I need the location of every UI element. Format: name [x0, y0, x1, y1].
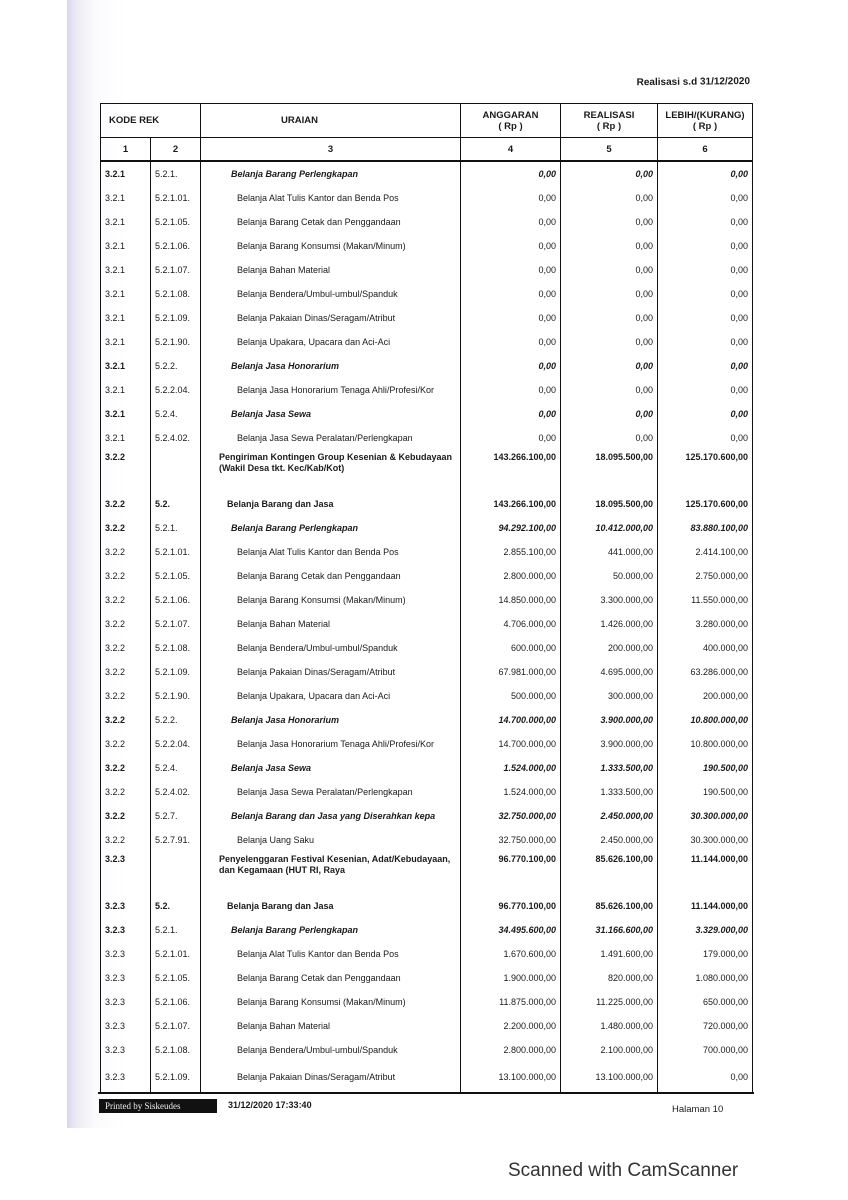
kode-rek-1-cell: 3.2.1 — [101, 186, 151, 210]
table-row — [101, 942, 753, 966]
anggaran-cell: 96.770.100,00 — [461, 894, 561, 918]
selisih-cell: 0,00 — [658, 1062, 753, 1093]
anggaran-cell: 0,00 — [461, 378, 561, 402]
kode-rek-2-cell: 5.2.7. — [151, 804, 201, 828]
anggaran-cell: 94.292.100,00 — [461, 516, 561, 540]
kode-rek-2-cell: 5.2.1.05. — [151, 966, 201, 990]
table-row — [101, 636, 753, 660]
realisasi-cell: 2.450.000,00 — [561, 804, 658, 828]
realisasi-cell: 0,00 — [561, 186, 658, 210]
realisasi-cell: 1.333.500,00 — [561, 780, 658, 804]
table-row — [101, 756, 753, 780]
header-kode-rek: KODE REK — [101, 104, 201, 138]
kode-rek-2-cell: 5.2.1.01. — [151, 540, 201, 564]
kode-rek-1-cell: 3.2.3 — [101, 918, 151, 942]
kode-rek-2-cell: 5.2.1.01. — [151, 942, 201, 966]
printed-by-badge: Printed by Siskeudes — [99, 1099, 217, 1113]
realisasi-cell: 3.900.000,00 — [561, 708, 658, 732]
kode-rek-2-cell: 5.2.1.08. — [151, 1038, 201, 1062]
kode-rek-1-cell: 3.2.3 — [101, 852, 151, 894]
kode-rek-1-cell: 3.2.2 — [101, 612, 151, 636]
selisih-cell: 0,00 — [658, 282, 753, 306]
kode-rek-1-cell: 3.2.2 — [101, 564, 151, 588]
uraian-cell: Belanja Jasa Honorarium Tenaga Ahli/Profesi/Kor — [201, 732, 461, 756]
selisih-cell: 63.286.000,00 — [658, 660, 753, 684]
anggaran-cell: 32.750.000,00 — [461, 828, 561, 852]
kode-rek-2-cell: 5.2.1.05. — [151, 210, 201, 234]
kode-rek-1-cell: 3.2.1 — [101, 378, 151, 402]
realisasi-cell: 0,00 — [561, 161, 658, 186]
anggaran-cell: 0,00 — [461, 426, 561, 450]
realisasi-cell: 13.100.000,00 — [561, 1062, 658, 1093]
col-number-1: 1 — [101, 138, 151, 162]
uraian-cell: Belanja Barang Konsumsi (Makan/Minum) — [201, 990, 461, 1014]
uraian-cell: Belanja Barang Perlengkapan — [201, 516, 461, 540]
kode-rek-1-cell: 3.2.3 — [101, 990, 151, 1014]
anggaran-cell: 1.900.000,00 — [461, 966, 561, 990]
realisasi-cell: 10.412.000,00 — [561, 516, 658, 540]
header-realisasi-unit: ( Rp ) — [596, 120, 622, 132]
kode-rek-1-cell: 3.2.1 — [101, 330, 151, 354]
uraian-cell: Belanja Barang Cetak dan Penggandaan — [201, 564, 461, 588]
table-row — [101, 402, 753, 426]
kode-rek-2-cell: 5.2.1.06. — [151, 990, 201, 1014]
uraian-cell: Belanja Bendera/Umbul-umbul/Spanduk — [201, 1038, 461, 1062]
table-row — [101, 1014, 753, 1038]
selisih-cell: 0,00 — [658, 378, 753, 402]
anggaran-cell: 13.100.000,00 — [461, 1062, 561, 1093]
anggaran-cell: 2.800.000,00 — [461, 1038, 561, 1062]
table-row — [101, 894, 753, 918]
header-uraian: URAIAN — [201, 104, 461, 138]
realisasi-cell: 2.100.000,00 — [561, 1038, 658, 1062]
anggaran-cell: 4.706.000,00 — [461, 612, 561, 636]
kode-rek-1-cell: 3.2.2 — [101, 684, 151, 708]
realisasi-cell: 0,00 — [561, 282, 658, 306]
uraian-cell: Belanja Bahan Material — [201, 612, 461, 636]
kode-rek-2-cell: 5.2.2. — [151, 354, 201, 378]
anggaran-cell: 0,00 — [461, 306, 561, 330]
uraian-cell: Belanja Upakara, Upacara dan Aci-Aci — [201, 684, 461, 708]
anggaran-cell: 0,00 — [461, 402, 561, 426]
table-row — [101, 234, 753, 258]
col-number-6: 6 — [658, 138, 753, 162]
kode-rek-1-cell: 3.2.3 — [101, 1062, 151, 1093]
anggaran-cell: 96.770.100,00 — [461, 852, 561, 894]
selisih-cell: 30.300.000,00 — [658, 804, 753, 828]
anggaran-cell: 0,00 — [461, 258, 561, 282]
kode-rek-2-cell: 5.2.1.07. — [151, 1014, 201, 1038]
anggaran-cell: 500.000,00 — [461, 684, 561, 708]
table-row — [101, 426, 753, 450]
kode-rek-1-cell: 3.2.1 — [101, 402, 151, 426]
kode-rek-1-cell: 3.2.2 — [101, 732, 151, 756]
realisasi-cell: 0,00 — [561, 354, 658, 378]
realisasi-cell: 0,00 — [561, 402, 658, 426]
kode-rek-2-cell: 5.2.4. — [151, 756, 201, 780]
realisasi-cell: 441.000,00 — [561, 540, 658, 564]
realisasi-cell: 1.426.000,00 — [561, 612, 658, 636]
uraian-cell: Belanja Bahan Material — [201, 258, 461, 282]
selisih-cell: 0,00 — [658, 234, 753, 258]
kode-rek-1-cell: 3.2.2 — [101, 660, 151, 684]
kode-rek-2-cell: 5.2.2.04. — [151, 378, 201, 402]
header-realisasi — [561, 104, 658, 138]
anggaran-cell: 32.750.000,00 — [461, 804, 561, 828]
table-row — [101, 161, 753, 186]
anggaran-cell: 11.875.000,00 — [461, 990, 561, 1014]
uraian-cell: Belanja Pakaian Dinas/Seragam/Atribut — [201, 1062, 461, 1093]
selisih-cell: 0,00 — [658, 354, 753, 378]
header-realisasi-label: REALISASI — [583, 109, 635, 121]
kode-rek-2-cell: 5.2.1.90. — [151, 684, 201, 708]
realisasi-cell: 0,00 — [561, 330, 658, 354]
table-row — [101, 828, 753, 852]
table-row — [101, 612, 753, 636]
col-number-3: 3 — [201, 138, 461, 162]
uraian-cell: Belanja Bahan Material — [201, 1014, 461, 1038]
kode-rek-2-cell: 5.2. — [151, 894, 201, 918]
uraian-cell: Belanja Barang dan Jasa yang Diserahkan kepa — [201, 804, 461, 828]
table-row — [101, 732, 753, 756]
anggaran-cell: 14.700.000,00 — [461, 708, 561, 732]
anggaran-cell: 0,00 — [461, 161, 561, 186]
kode-rek-1-cell: 3.2.1 — [101, 210, 151, 234]
selisih-cell: 11.144.000,00 — [658, 894, 753, 918]
table-row — [101, 282, 753, 306]
anggaran-cell: 0,00 — [461, 210, 561, 234]
realisasi-cell: 820.000,00 — [561, 966, 658, 990]
realisasi-cell: 1.480.000,00 — [561, 1014, 658, 1038]
kode-rek-2-cell — [151, 450, 201, 492]
table-row — [101, 780, 753, 804]
kode-rek-2-cell: 5.2.1. — [151, 918, 201, 942]
col-number-5: 5 — [561, 138, 658, 162]
realisasi-cell: 0,00 — [561, 258, 658, 282]
table-row — [101, 186, 753, 210]
header-lebih-kurang-unit: ( Rp ) — [692, 120, 718, 132]
kode-rek-1-cell: 3.2.1 — [101, 354, 151, 378]
uraian-cell: Belanja Bendera/Umbul-umbul/Spanduk — [201, 636, 461, 660]
anggaran-cell: 0,00 — [461, 282, 561, 306]
kode-rek-1-cell: 3.2.1 — [101, 258, 151, 282]
header-anggaran-label: ANGGARAN — [482, 109, 539, 121]
selisih-cell: 30.300.000,00 — [658, 828, 753, 852]
uraian-cell: Belanja Pakaian Dinas/Seragam/Atribut — [201, 660, 461, 684]
realisasi-cell: 0,00 — [561, 306, 658, 330]
selisih-cell: 11.144.000,00 — [658, 852, 753, 894]
realisasi-cell: 1.333.500,00 — [561, 756, 658, 780]
kode-rek-1-cell: 3.2.3 — [101, 894, 151, 918]
realisasi-cell: 85.626.100,00 — [561, 852, 658, 894]
table-row — [101, 1062, 753, 1093]
uraian-cell: Penyelenggaran Festival Kesenian, Adat/Kebudayaan, dan Kegamaan (HUT RI, Raya — [201, 852, 461, 894]
kode-rek-2-cell: 5.2.1.09. — [151, 306, 201, 330]
kode-rek-2-cell: 5.2.1.08. — [151, 282, 201, 306]
kode-rek-1-cell: 3.2.2 — [101, 780, 151, 804]
realisasi-cell: 18.095.500,00 — [561, 492, 658, 516]
realisasi-cell: 11.225.000,00 — [561, 990, 658, 1014]
anggaran-cell: 14.850.000,00 — [461, 588, 561, 612]
kode-rek-2-cell: 5.2.1.08. — [151, 636, 201, 660]
uraian-cell: Belanja Jasa Sewa — [201, 402, 461, 426]
table-row — [101, 516, 753, 540]
kode-rek-1-cell: 3.2.2 — [101, 540, 151, 564]
scanner-watermark: Scanned with CamScanner — [508, 1160, 739, 1181]
selisih-cell: 720.000,00 — [658, 1014, 753, 1038]
selisih-cell: 83.880.100,00 — [658, 516, 753, 540]
uraian-cell: Belanja Alat Tulis Kantor dan Benda Pos — [201, 540, 461, 564]
selisih-cell: 10.800.000,00 — [658, 732, 753, 756]
kode-rek-2-cell — [151, 852, 201, 894]
table-row — [101, 330, 753, 354]
anggaran-cell: 0,00 — [461, 186, 561, 210]
realisasi-cell: 31.166.600,00 — [561, 918, 658, 942]
kode-rek-2-cell: 5.2. — [151, 492, 201, 516]
selisih-cell: 125.170.600,00 — [658, 492, 753, 516]
kode-rek-1-cell: 3.2.2 — [101, 756, 151, 780]
uraian-cell: Belanja Jasa Honorarium — [201, 708, 461, 732]
kode-rek-1-cell: 3.2.2 — [101, 492, 151, 516]
kode-rek-1-cell: 3.2.2 — [101, 636, 151, 660]
kode-rek-1-cell: 3.2.1 — [101, 426, 151, 450]
uraian-cell: Belanja Jasa Honorarium — [201, 354, 461, 378]
selisih-cell: 0,00 — [658, 186, 753, 210]
kode-rek-2-cell: 5.2.4.02. — [151, 780, 201, 804]
table-row — [101, 966, 753, 990]
selisih-cell: 3.280.000,00 — [658, 612, 753, 636]
kode-rek-2-cell: 5.2.1.07. — [151, 612, 201, 636]
kode-rek-1-cell: 3.2.3 — [101, 966, 151, 990]
kode-rek-2-cell: 5.2.2. — [151, 708, 201, 732]
page-number: Halaman 10 — [672, 1104, 724, 1115]
table-body — [101, 161, 753, 1093]
realisasi-cell: 3.300.000,00 — [561, 588, 658, 612]
anggaran-cell: 143.266.100,00 — [461, 492, 561, 516]
kode-rek-1-cell: 3.2.3 — [101, 942, 151, 966]
col-number-4: 4 — [461, 138, 561, 162]
selisih-cell: 2.414.100,00 — [658, 540, 753, 564]
selisih-cell: 190.500,00 — [658, 756, 753, 780]
selisih-cell: 0,00 — [658, 161, 753, 186]
kode-rek-2-cell: 5.2.7.91. — [151, 828, 201, 852]
table-row — [101, 492, 753, 516]
table-row — [101, 918, 753, 942]
uraian-cell: Belanja Barang Cetak dan Penggandaan — [201, 210, 461, 234]
kode-rek-1-cell: 3.2.2 — [101, 588, 151, 612]
uraian-cell: Belanja Barang Perlengkapan — [201, 918, 461, 942]
uraian-cell: Belanja Pakaian Dinas/Seragam/Atribut — [201, 306, 461, 330]
selisih-cell: 650.000,00 — [658, 990, 753, 1014]
realisasi-cell: 0,00 — [561, 426, 658, 450]
anggaran-cell: 0,00 — [461, 354, 561, 378]
kode-rek-2-cell: 5.2.1.06. — [151, 588, 201, 612]
selisih-cell: 400.000,00 — [658, 636, 753, 660]
uraian-cell: Belanja Jasa Sewa Peralatan/Perlengkapan — [201, 780, 461, 804]
uraian-cell: Belanja Jasa Sewa — [201, 756, 461, 780]
selisih-cell: 125.170.600,00 — [658, 450, 753, 492]
table-row — [101, 1038, 753, 1062]
uraian-cell: Belanja Upakara, Upacara dan Aci-Aci — [201, 330, 461, 354]
uraian-cell: Belanja Barang Cetak dan Penggandaan — [201, 966, 461, 990]
kode-rek-2-cell: 5.2.1.09. — [151, 1062, 201, 1093]
realisasi-cell: 2.450.000,00 — [561, 828, 658, 852]
selisih-cell: 10.800.000,00 — [658, 708, 753, 732]
anggaran-cell: 143.266.100,00 — [461, 450, 561, 492]
budget-realization-table — [100, 103, 753, 1094]
anggaran-cell: 0,00 — [461, 330, 561, 354]
kode-rek-2-cell: 5.2.1.06. — [151, 234, 201, 258]
kode-rek-1-cell: 3.2.1 — [101, 306, 151, 330]
anggaran-cell: 2.800.000,00 — [461, 564, 561, 588]
footer-divider — [98, 1092, 754, 1094]
kode-rek-2-cell: 5.2.1.90. — [151, 330, 201, 354]
table-row — [101, 354, 753, 378]
selisih-cell: 0,00 — [658, 330, 753, 354]
selisih-cell: 3.329.000,00 — [658, 918, 753, 942]
anggaran-cell: 0,00 — [461, 234, 561, 258]
realisasi-cell: 0,00 — [561, 234, 658, 258]
selisih-cell: 0,00 — [658, 402, 753, 426]
anggaran-cell: 67.981.000,00 — [461, 660, 561, 684]
table-row — [101, 306, 753, 330]
header-lebih-kurang-label: LEBIH/(KURANG) — [665, 109, 745, 121]
kode-rek-1-cell: 3.2.1 — [101, 234, 151, 258]
kode-rek-2-cell: 5.2.1. — [151, 161, 201, 186]
kode-rek-2-cell: 5.2.2.04. — [151, 732, 201, 756]
kode-rek-1-cell: 3.2.2 — [101, 828, 151, 852]
realisasi-cell: 200.000,00 — [561, 636, 658, 660]
kode-rek-1-cell: 3.2.2 — [101, 516, 151, 540]
anggaran-cell: 34.495.600,00 — [461, 918, 561, 942]
kode-rek-2-cell: 5.2.4. — [151, 402, 201, 426]
uraian-cell: Belanja Alat Tulis Kantor dan Benda Pos — [201, 942, 461, 966]
realisasi-cell: 4.695.000,00 — [561, 660, 658, 684]
kode-rek-1-cell: 3.2.1 — [101, 161, 151, 186]
uraian-cell: Belanja Uang Saku — [201, 828, 461, 852]
uraian-cell: Belanja Jasa Sewa Peralatan/Perlengkapan — [201, 426, 461, 450]
anggaran-cell: 1.524.000,00 — [461, 780, 561, 804]
table-row — [101, 990, 753, 1014]
realisasi-cell: 300.000,00 — [561, 684, 658, 708]
table-row — [101, 708, 753, 732]
uraian-cell: Belanja Barang Konsumsi (Makan/Minum) — [201, 588, 461, 612]
uraian-cell: Belanja Barang Konsumsi (Makan/Minum) — [201, 234, 461, 258]
table-row — [101, 450, 753, 492]
anggaran-cell: 1.670.600,00 — [461, 942, 561, 966]
kode-rek-2-cell: 5.2.1.01. — [151, 186, 201, 210]
header-anggaran-unit: ( Rp ) — [498, 120, 523, 132]
table-row — [101, 258, 753, 282]
table-row — [101, 540, 753, 564]
selisih-cell: 179.000,00 — [658, 942, 753, 966]
selisih-cell: 700.000,00 — [658, 1038, 753, 1062]
kode-rek-1-cell: 3.2.3 — [101, 1038, 151, 1062]
table-row — [101, 684, 753, 708]
uraian-cell: Belanja Jasa Honorarium Tenaga Ahli/Profesi/Kor — [201, 378, 461, 402]
realisasi-cell: 1.491.600,00 — [561, 942, 658, 966]
kode-rek-1-cell: 3.2.1 — [101, 282, 151, 306]
realisasi-cell: 0,00 — [561, 210, 658, 234]
kode-rek-2-cell: 5.2.1.05. — [151, 564, 201, 588]
report-period-label: Realisasi s.d 31/12/2020 — [636, 76, 751, 89]
kode-rek-1-cell: 3.2.3 — [101, 1014, 151, 1038]
uraian-cell: Belanja Barang Perlengkapan — [201, 161, 461, 186]
kode-rek-2-cell: 5.2.4.02. — [151, 426, 201, 450]
kode-rek-2-cell: 5.2.1.07. — [151, 258, 201, 282]
kode-rek-1-cell: 3.2.2 — [101, 450, 151, 492]
uraian-cell: Belanja Bendera/Umbul-umbul/Spanduk — [201, 282, 461, 306]
anggaran-cell: 14.700.000,00 — [461, 732, 561, 756]
realisasi-cell: 0,00 — [561, 378, 658, 402]
table-row — [101, 804, 753, 828]
selisih-cell: 0,00 — [658, 306, 753, 330]
realisasi-cell: 85.626.100,00 — [561, 894, 658, 918]
realisasi-cell: 50.000,00 — [561, 564, 658, 588]
uraian-cell: Belanja Alat Tulis Kantor dan Benda Pos — [201, 186, 461, 210]
anggaran-cell: 1.524.000,00 — [461, 756, 561, 780]
uraian-cell: Belanja Barang dan Jasa — [201, 492, 461, 516]
anggaran-cell: 2.200.000,00 — [461, 1014, 561, 1038]
selisih-cell: 0,00 — [658, 210, 753, 234]
kode-rek-1-cell: 3.2.2 — [101, 708, 151, 732]
kode-rek-2-cell: 5.2.1.09. — [151, 660, 201, 684]
table-row — [101, 588, 753, 612]
kode-rek-1-cell: 3.2.2 — [101, 804, 151, 828]
printed-timestamp: 31/12/2020 17:33:40 — [228, 1100, 312, 1110]
selisih-cell: 0,00 — [658, 258, 753, 282]
selisih-cell: 200.000,00 — [658, 684, 753, 708]
anggaran-cell: 600.000,00 — [461, 636, 561, 660]
selisih-cell: 190.500,00 — [658, 780, 753, 804]
anggaran-cell: 2.855.100,00 — [461, 540, 561, 564]
selisih-cell: 1.080.000,00 — [658, 966, 753, 990]
header-lebih-kurang — [658, 104, 753, 138]
kode-rek-2-cell: 5.2.1. — [151, 516, 201, 540]
table-row — [101, 210, 753, 234]
selisih-cell: 2.750.000,00 — [658, 564, 753, 588]
header-anggaran — [461, 104, 561, 138]
table-row — [101, 378, 753, 402]
table-row — [101, 852, 753, 894]
realisasi-cell: 3.900.000,00 — [561, 732, 658, 756]
table-row — [101, 564, 753, 588]
col-number-2: 2 — [151, 138, 201, 162]
uraian-cell: Belanja Barang dan Jasa — [201, 894, 461, 918]
selisih-cell: 0,00 — [658, 426, 753, 450]
table-row — [101, 660, 753, 684]
selisih-cell: 11.550.000,00 — [658, 588, 753, 612]
realisasi-cell: 18.095.500,00 — [561, 450, 658, 492]
uraian-cell: Pengiriman Kontingen Group Kesenian & Kebudayaan (Wakil Desa tkt. Kec/Kab/Kot) — [201, 450, 461, 492]
